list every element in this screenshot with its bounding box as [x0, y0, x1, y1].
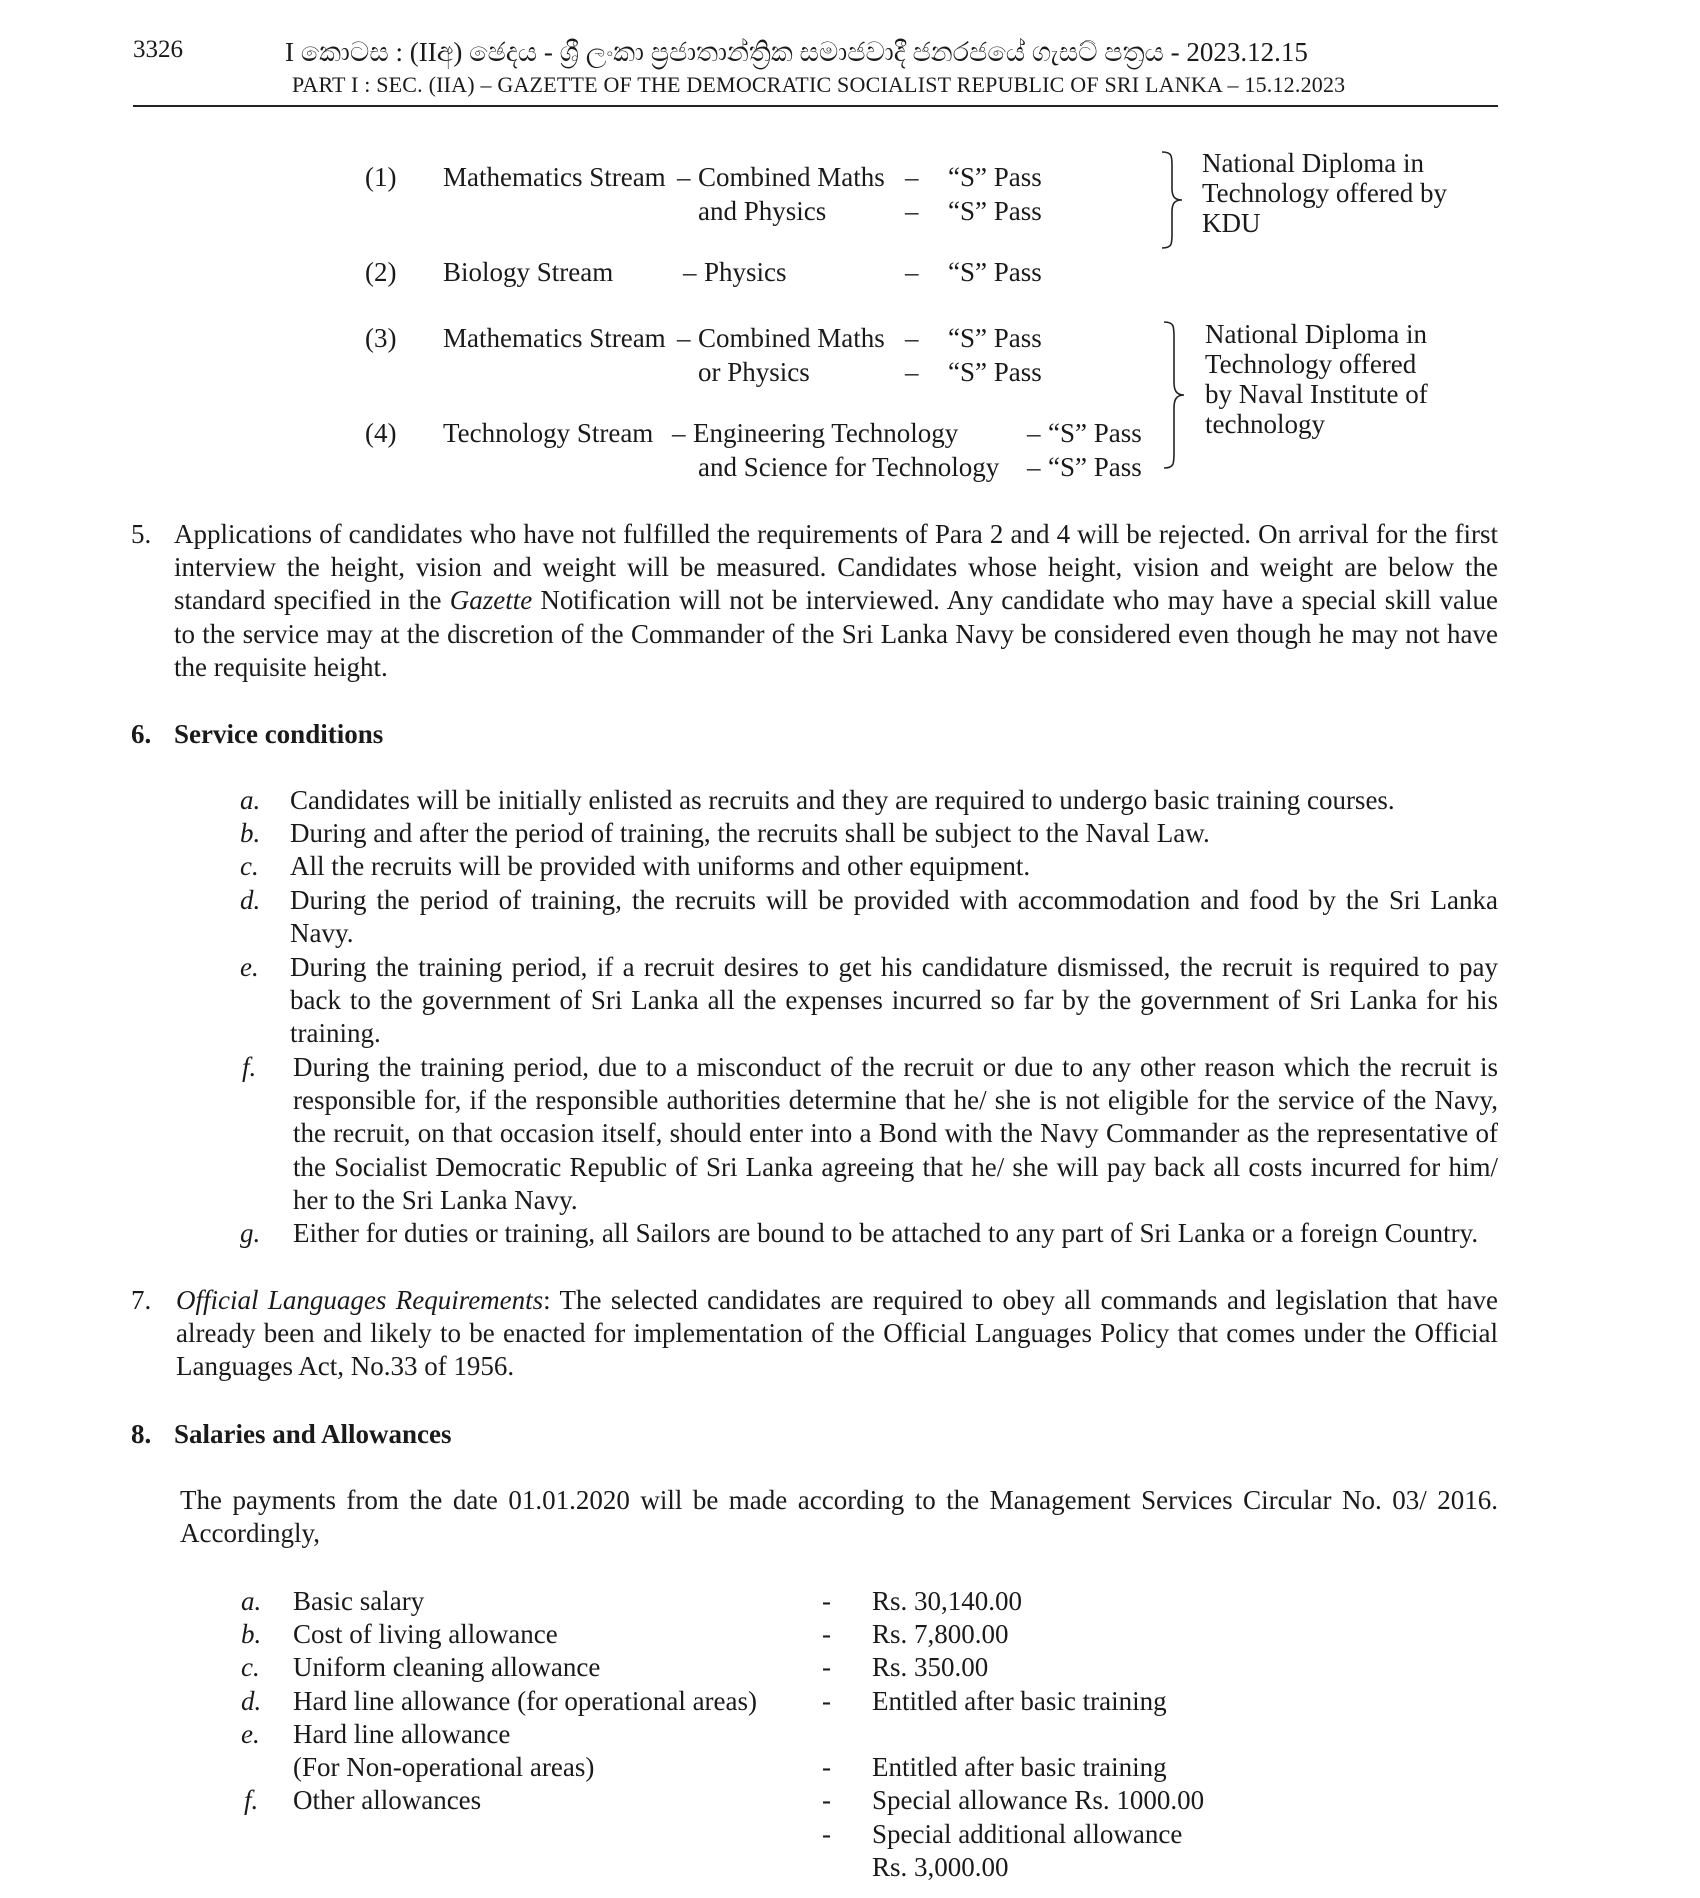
brace-naval — [1160, 320, 1190, 470]
stream-pass: “S” Pass — [1048, 452, 1142, 482]
salary-value: Entitled after basic training — [872, 1686, 1167, 1716]
stream-number: (2) — [365, 257, 397, 287]
list-item: During the period of training, the recruits will be provided with accommodation and food by the Sri Lanka Navy. — [290, 885, 1498, 949]
stream-name: Biology Stream — [443, 257, 614, 287]
list-item: All the recruits will be provided with uniforms and other equipment. — [290, 851, 1031, 881]
salary-marker: e. — [241, 1719, 260, 1749]
list-marker: f. — [242, 1052, 257, 1082]
stream-sep: – — [1027, 452, 1041, 482]
para5-text-part: Notification will not be interviewed. Any candidate who may have a special skill value to the service may at the discretion of the Commander of the Sri Lanka Navy be considered even though he may not have the requisite height. — [174, 585, 1498, 682]
section8-intro: The payments from the date 01.01.2020 will be made according to the Management Services Circular No. 03/ 2016. Accordingly, — [180, 1485, 1498, 1549]
stream-subject: Combined Maths — [698, 323, 885, 353]
salary-value: Rs. 30,140.00 — [872, 1586, 1023, 1616]
salary-value: Special allowance Rs. 1000.00 — [872, 1785, 1205, 1815]
salary-dash: - — [822, 1586, 831, 1616]
diploma-kdu-line: KDU — [1202, 208, 1261, 238]
list-marker: d. — [240, 885, 261, 915]
salary-label: Basic salary — [293, 1586, 425, 1616]
stream-dash: – — [683, 257, 697, 287]
list-item: During the training period, if a recruit desires to get his candidature dismissed, the recruit is required to pay back to the government of Sri Lanka all the expenses incurred so far by the government of Sri Lanka for his training. — [290, 952, 1498, 1049]
stream-subject: Engineering Technology — [693, 418, 959, 448]
salary-value: Rs. 3,000.00 — [872, 1852, 1009, 1882]
salary-marker: d. — [241, 1686, 262, 1716]
stream-subject: and Physics — [698, 196, 827, 226]
salary-marker: c. — [241, 1652, 260, 1682]
stream-subject: and Science for Technology — [698, 452, 1000, 482]
salary-dash: - — [822, 1652, 831, 1682]
list-item: Either for duties or training, all Sailors are bound to be attached to any part of Sri Lanka or a foreign Country. — [293, 1218, 1479, 1248]
para5-text — [174, 518, 1498, 684]
salary-marker: f. — [244, 1785, 259, 1815]
list-marker: e. — [240, 952, 259, 982]
stream-dash: – — [677, 162, 691, 192]
salary-marker: a. — [241, 1586, 262, 1616]
stream-sep: – — [905, 196, 919, 226]
stream-sep: – — [1027, 418, 1041, 448]
salary-dash: - — [822, 1752, 831, 1782]
salary-label: Cost of living allowance — [293, 1619, 558, 1649]
salary-label: Hard line allowance (for operational areas) — [293, 1686, 758, 1716]
salary-dash: - — [822, 1819, 831, 1849]
diploma-naval-line: Technology offered — [1205, 349, 1417, 379]
para7-italic: Official Languages Requirements — [176, 1285, 544, 1315]
para7-text-part: : The selected candidates are required to obey all commands and legislation that have already been and likely to be enacted for implementation of the Official Languages Policy that comes under the Official Languages Act, No.33 of 1956. — [176, 1285, 1498, 1382]
stream-name: Technology Stream — [443, 418, 654, 448]
para7-number: 7. — [131, 1285, 152, 1315]
list-item: Candidates will be initially enlisted as recruits and they are required to undergo basic training courses. — [290, 785, 1395, 815]
page-number: 3326 — [133, 36, 183, 63]
section6-number: 6. — [131, 719, 152, 749]
para5-number: 5. — [131, 519, 152, 549]
stream-pass: “S” Pass — [1048, 418, 1142, 448]
stream-sep: – — [905, 323, 919, 353]
section8-number: 8. — [131, 1419, 152, 1449]
para5-text-part: Applications of candidates who have not fulfilled the requirements of Para 2 and 4 will be rejected. On arrival for the first interview the height, vision and weight will be measured. Candidates whose height, vision and weight are below the standard specified in the — [174, 519, 1498, 616]
salary-label: (For Non-operational areas) — [293, 1752, 595, 1782]
diploma-naval-line: National Diploma in — [1205, 319, 1427, 349]
salary-dash: - — [822, 1686, 831, 1716]
para7-text — [176, 1284, 1498, 1384]
stream-subject: Physics — [704, 257, 787, 287]
para5-italic: Gazette — [449, 585, 533, 616]
list-marker: c. — [240, 851, 259, 881]
stream-dash: – — [672, 418, 686, 448]
brace-kdu — [1158, 150, 1188, 250]
salary-label: Uniform cleaning allowance — [293, 1652, 601, 1682]
stream-pass: “S” Pass — [948, 257, 1042, 287]
section8-title: Salaries and Allowances — [174, 1419, 452, 1449]
header-title-english: PART I : SEC. (IIA) – GAZETTE OF THE DEMOCRATIC SOCIALIST REPUBLIC OF SRI LANKA – 15.12.2023 — [292, 72, 1346, 97]
stream-number: (3) — [365, 323, 397, 353]
stream-sep: – — [905, 257, 919, 287]
salary-label: Hard line allowance — [293, 1719, 511, 1749]
stream-sep: – — [905, 357, 919, 387]
header-rule — [133, 105, 1498, 107]
header-title-sinhala: I කොටස : (IIඅ) ඡෙදය - ශ්‍රී ලංකා ප්‍රජාතාන්ත්‍රික සමාජවාදී ජනරජයේ ගැසට් පත්‍රය - 2023.12.15 — [285, 37, 1308, 67]
diploma-naval-line: by Naval Institute of — [1205, 379, 1428, 409]
stream-sep: – — [905, 162, 919, 192]
stream-pass: “S” Pass — [948, 323, 1042, 353]
stream-name: Mathematics Stream — [443, 162, 666, 192]
stream-pass: “S” Pass — [948, 196, 1042, 226]
stream-dash: – — [677, 323, 691, 353]
salary-label: Other allowances — [293, 1785, 482, 1815]
salary-value: Entitled after basic training — [872, 1752, 1167, 1782]
salary-marker: b. — [241, 1619, 262, 1649]
list-item: During and after the period of training, the recruits shall be subject to the Naval Law. — [290, 818, 1210, 848]
stream-pass: “S” Pass — [948, 162, 1042, 192]
stream-subject: or Physics — [698, 357, 810, 387]
stream-pass: “S” Pass — [948, 357, 1042, 387]
salary-dash: - — [822, 1619, 831, 1649]
list-marker: b. — [240, 818, 261, 848]
salary-value: Special additional allowance — [872, 1819, 1183, 1849]
diploma-kdu-line: National Diploma in — [1202, 148, 1424, 178]
stream-subject: Combined Maths — [698, 162, 885, 192]
salary-value: Rs. 350.00 — [872, 1652, 989, 1682]
diploma-naval-line: technology — [1205, 409, 1325, 439]
list-marker: g. — [240, 1218, 261, 1248]
stream-number: (1) — [365, 162, 397, 192]
section6-title: Service conditions — [174, 719, 384, 749]
list-item: During the training period, due to a misconduct of the recruit or due to any other reason which the recruit is responsible for, if the responsible authorities determine that he/ she is not eligible for the service of the Navy, the recruit, on that occasion itself, should enter into a Bond with the Navy Commander as the representative of the Socialist Democratic Republic of Sri Lanka agreeing that he/ she will pay back all costs incurred for him/ her to the Sri Lanka Navy. — [293, 1052, 1498, 1215]
salary-value: Rs. 7,800.00 — [872, 1619, 1009, 1649]
stream-name: Mathematics Stream — [443, 323, 666, 353]
diploma-kdu-line: Technology offered by — [1202, 178, 1448, 208]
salary-dash: - — [822, 1785, 831, 1815]
list-marker: a. — [240, 785, 261, 815]
stream-number: (4) — [365, 418, 397, 448]
